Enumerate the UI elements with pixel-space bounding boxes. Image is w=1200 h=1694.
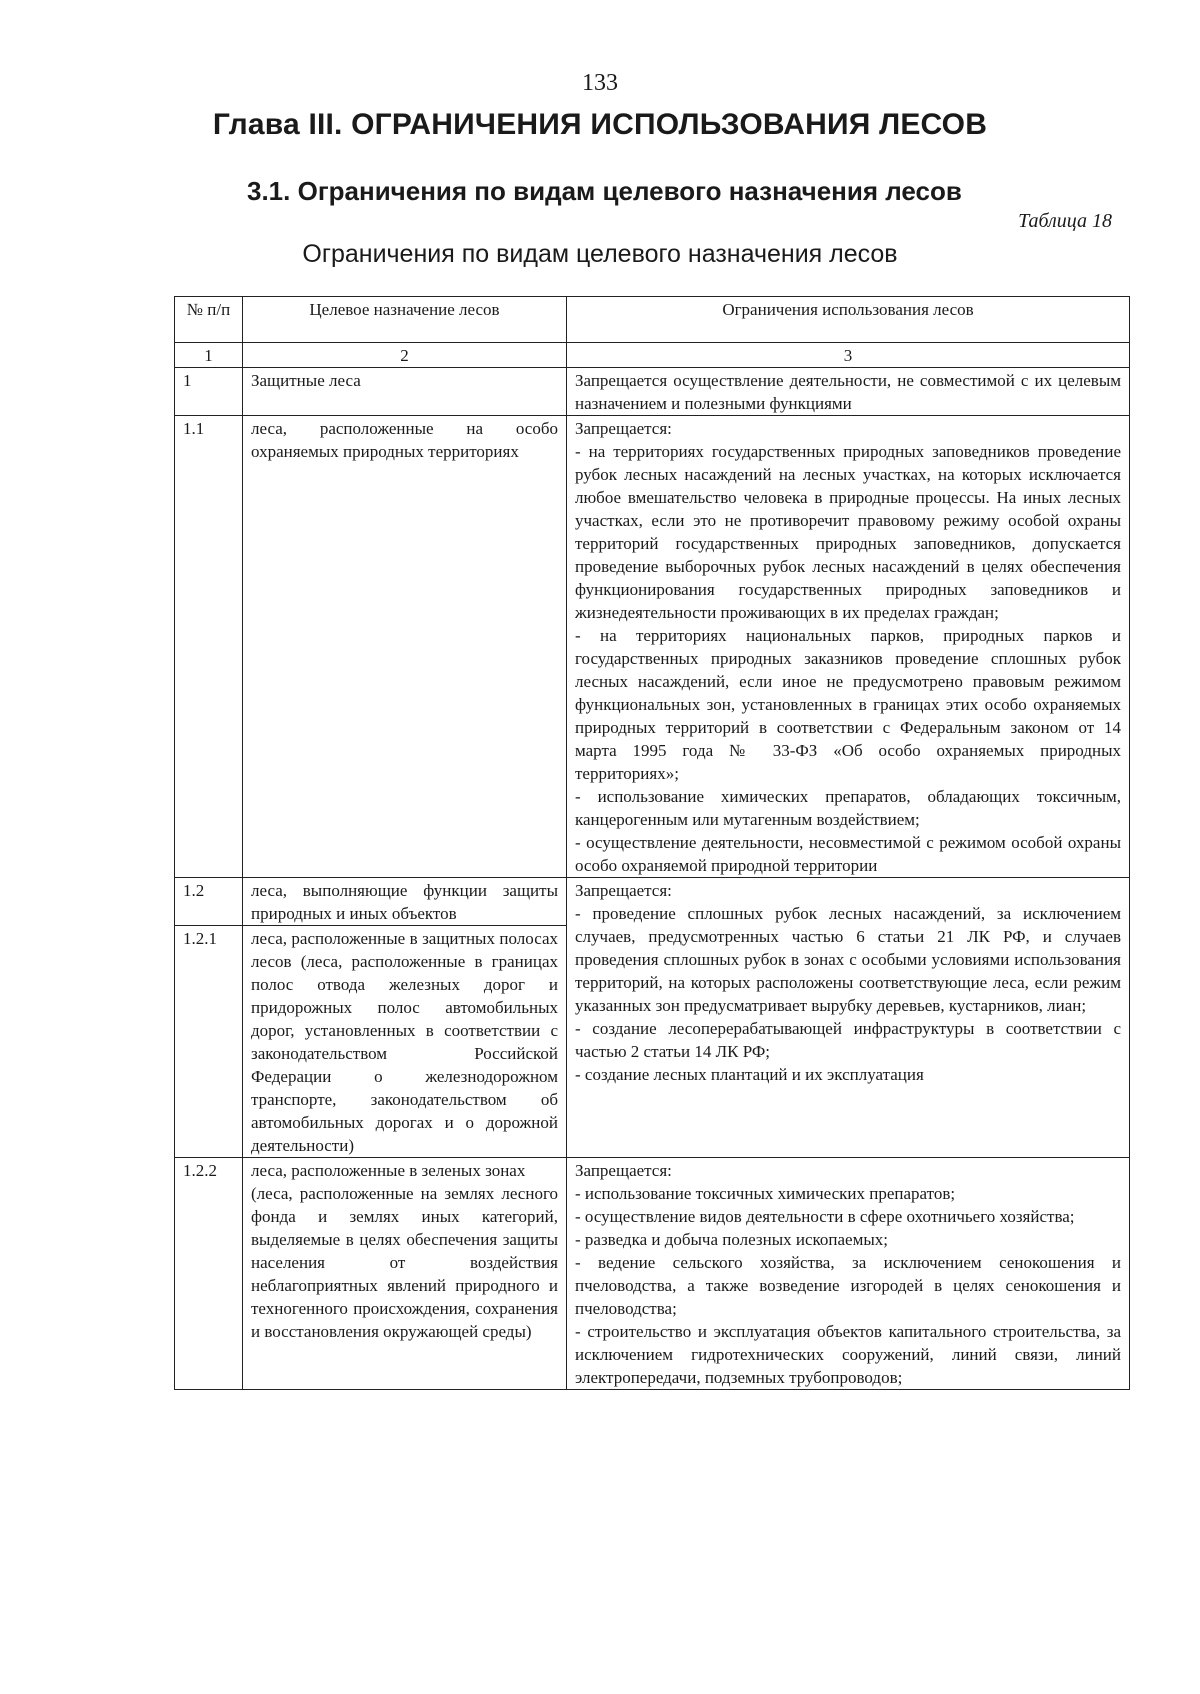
row-purpose (243, 1158, 567, 1390)
column-number: 2 (243, 343, 567, 368)
restrictions-table (174, 296, 1130, 1390)
column-number-row (175, 343, 1130, 368)
section-title: 3.1. Ограничения по видам целевого назначения лесов (247, 176, 962, 206)
column-number: 3 (567, 343, 1130, 368)
row-purpose-line: (леса, расположенные на землях лесного фонда и землях иных категорий, выделяемые в целях обеспечения защиты населения от воздействия неблагоприятных явлений природного и техногенного происхождения, сохранения и восстановления окружающей среды) (251, 1184, 558, 1341)
table-header-row (175, 297, 1130, 343)
table-row (175, 878, 1130, 926)
header-number: № п/п (175, 297, 243, 343)
page-number: 133 (582, 70, 618, 96)
row-purpose: леса, расположенные на особо охраняемых природных территориях (243, 416, 567, 878)
row-restrictions: Запрещается осуществление деятельности, не совместимой с их целевым назначением и полезными функциями (567, 368, 1130, 416)
row-purpose: Защитные леса (243, 368, 567, 416)
row-number: 1.2.1 (175, 926, 243, 1158)
header-restrictions: Ограничения использования лесов (567, 297, 1130, 343)
row-purpose: леса, расположенные в защитных полосах лесов (леса, расположенные в границах полос отвода железных дорог и придорожных полос автомобильных дорог, установленных в соответствии с законодательством Российской Федерации о железнодорожном транспорте, законодательством об автомобильных дорогах и о дорожной деятельности) (243, 926, 567, 1158)
table-row (175, 416, 1130, 878)
row-restrictions: Запрещается: - проведение сплошных рубок лесных насаждений, за исключением случаев, предусмотренных частью 6 статьи 21 ЛК РФ, и случаев проведения сплошных рубок в зонах с особыми условиями использования территорий, на которых расположены соответствующие леса, если режим указанных зон предусматривает вырубку деревьев, кустарников, лиан; - создание лесоперерабатывающей инфраструктуры в соответствии с частью 2 статьи 14 ЛК РФ; - создание лесных плантаций и их эксплуатация (567, 878, 1130, 1158)
table-label: Таблица 18 (1018, 210, 1112, 232)
header-purpose: Целевое назначение лесов (243, 297, 567, 343)
row-number: 1 (175, 368, 243, 416)
row-restrictions: Запрещается: - на территориях государственных природных заповедников проведение рубок лесных насаждений на лесных участках, на которых исключается любое вмешательство человека в природные процессы. На иных лесных участках, если это не противоречит правовому режиму особой охраны территорий государственных природных заповедников, допускается проведение выборочных рубок лесных насаждений в целях обеспечения функционирования государственных природных заповедников и жизнедеятельности проживающих в их пределах граждан; - на территориях национальных парков, природных парков и государственных природных заказников проведение сплошных рубок лесных насаждений, если иное не предусмотрено правовым режимом функциональных зон, установленных в границах этих особо охраняемых природных территорий в соответствии с Федеральным законом от 14 марта 1995 года № 33-ФЗ «Об особо охраняемых природных территориях»; - использование химических препаратов, обладающих токсичным, канцерогенным или мутагенным воздействием; - осуществление деятельности, несовместимой с режимом особой охраны особо охраняемой природной территории (567, 416, 1130, 878)
row-number: 1.2 (175, 878, 243, 926)
chapter-title: Глава III. ОГРАНИЧЕНИЯ ИСПОЛЬЗОВАНИЯ ЛЕСОВ (212, 108, 988, 141)
row-number: 1.1 (175, 416, 243, 878)
row-number: 1.2.2 (175, 1158, 243, 1390)
column-number: 1 (175, 343, 243, 368)
row-restrictions: Запрещается: - использование токсичных химических препаратов; - осуществление видов деятельности в сфере охотничьего хозяйства; - разведка и добыча полезных ископаемых; - ведение сельского хозяйства, за исключением сенокошения и пчеловодства, а также возведение изгородей в целях сенокошения и пчеловодства; - строительство и эксплуатация объектов капитального строительства, за исключением гидротехнических сооружений, линий связи, линий электропередачи, подземных трубопроводов; (567, 1158, 1130, 1390)
row-purpose: леса, выполняющие функции защиты природных и иных объектов (243, 878, 567, 926)
table-row (175, 1158, 1130, 1390)
table-title: Ограничения по видам целевого назначения лесов (302, 240, 898, 268)
row-purpose-line: леса, расположенные в зеленых зонах (251, 1161, 526, 1180)
table-row (175, 368, 1130, 416)
